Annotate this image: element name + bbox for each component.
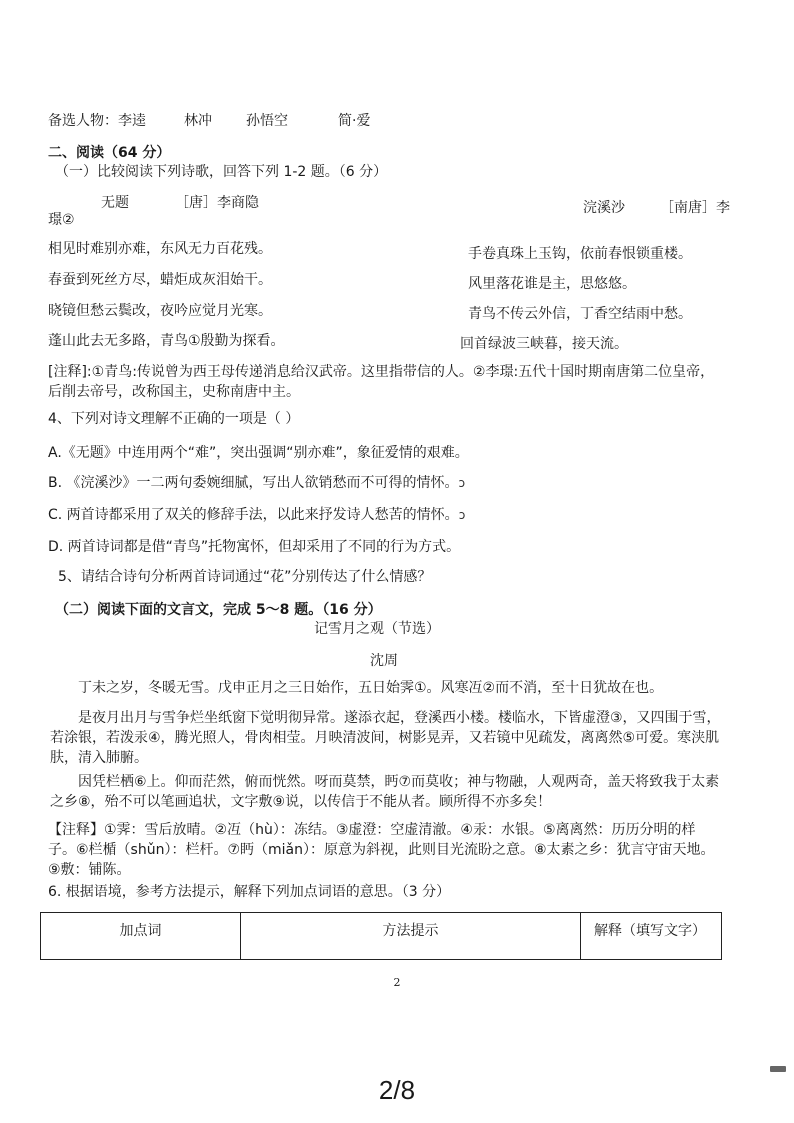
classical-text-title: 记雪月之观（节选） xyxy=(314,621,440,637)
classical-paragraph: 丁未之岁，冬暖无雪。戊申正月之三日始作，五日始霁①。风寒冱②而不消，至十日犹故在也。 xyxy=(78,680,664,696)
part2-instruction: （二）阅读下面的文言文，完成 5～8 题。（16 分） xyxy=(55,602,382,618)
poem2-title: 浣溪沙 xyxy=(583,200,625,216)
candidate-name: 孙悟空 xyxy=(246,113,288,129)
question-4-option-a: A.《无题》中连用两个“难”，突出强调“别亦难”，象征爱情的艰难。 xyxy=(48,445,469,461)
poem1-line: 春蚕到死丝方尽，蜡炬成灰泪始干。 xyxy=(48,272,272,288)
poem2-line: 回首绿波三峡暮，接天流。 xyxy=(460,336,628,352)
candidate-name: 林冲 xyxy=(184,113,212,129)
question-4-option-b: B. 《浣溪沙》一二两句委婉细腻，写出人欲销愁而不可得的情怀。ↄ xyxy=(48,475,466,491)
question-5: 5、请结合诗句分析两首诗词通过“花”分别传达了什么情感？ xyxy=(58,569,432,585)
candidate-name: 李逵 xyxy=(118,113,146,129)
poem1-title: 无题 xyxy=(101,195,129,211)
page-indicator: 2/8 xyxy=(378,1075,416,1105)
candidates-line xyxy=(48,112,146,130)
poem2-line: 青鸟不传云外信，丁香空结雨中愁。 xyxy=(468,306,692,322)
table-header-method: 方法提示 xyxy=(241,913,581,959)
classical-paragraph: 是夜月出月与雪争烂坐纸窗下觉明彻异常。遂添衣起，登溪西小楼。楼临水，下皆虚澄③，又四围于雪，若涂银，若泼汞④，腾光照人，骨肉相莹。月映清波间，树影晃弄，又若镜中见疏发，离离然⑤可爱。寒浃肌肤，清入肺腑。 xyxy=(50,710,721,766)
poem2-line: 手卷真珠上玉钩，依前春恨锁重楼。 xyxy=(468,246,692,262)
question-4-stem: 4、下列对诗文理解不正确的一项是（ ） xyxy=(48,411,300,427)
classical-paragraph: 因凭栏栖⑥上。仰而茫然，俯而恍然。呀而莫禁，眄⑦而莫收；神与物融，人观两奇，盖天将致我于太素之乡⑧，殆不可以笔画追状，文字敷⑨说，以传信于不能从者。顾所得不亦多矣！ xyxy=(50,774,720,810)
question-4-option-c: C. 两首诗都采用了双关的修辞手法，以此来抒发诗人愁苦的情怀。ↄ xyxy=(48,507,466,523)
page-number-small: 2 xyxy=(393,976,401,989)
answer-table xyxy=(40,912,722,960)
poem2-author: ［南唐］李 xyxy=(660,200,730,216)
poem1-line: 相见时难别亦难，东风无力百花残。 xyxy=(48,241,272,257)
candidate-name: 简·爱 xyxy=(338,113,371,129)
poem1-line: 晓镜但愁云鬓改，夜吟应觉月光寒。 xyxy=(48,303,272,319)
question-6-stem: 6. 根据语境，参考方法提示，解释下列加点词语的意思。（3 分） xyxy=(48,884,451,900)
classical-notes: 【注释】①霁：雪后放晴。②冱（hù）：冻结。③虚澄：空虚清澈。④汞：水银。⑤离离然：历历分明的样子。⑥栏楯（shǔn）：栏杆。⑦眄（miǎn）：原意为斜视，此则目光流盼之意。⑧太素之乡：犹言守宙天地。⑨敷：铺陈。 xyxy=(48,822,715,878)
classical-text-author: 沈周 xyxy=(370,653,398,669)
question-4-option-d: D. 两首诗词都是借“青鸟”托物寓怀，但却采用了不同的行为方式。 xyxy=(48,539,461,555)
poem2-author-cont: 璟② xyxy=(48,212,75,228)
candidates-label: 备选人物： xyxy=(48,113,118,129)
section-title: 二、阅读（64 分） xyxy=(48,145,171,161)
table-header-answer: 解释（填写文字） xyxy=(594,923,706,939)
part1-instruction: （一）比较阅读下列诗歌，回答下列 1-2 题。（6 分） xyxy=(55,164,388,180)
poem1-line: 蓬山此去无多路，青鸟①殷勤为探看。 xyxy=(48,333,285,349)
table-header-word: 加点词 xyxy=(41,913,241,959)
poem2-line: 风里落花谁是主，思悠悠。 xyxy=(468,276,636,292)
poem1-author: ［唐］李商隐 xyxy=(175,195,259,211)
scroll-marker xyxy=(770,1066,786,1072)
poem-notes: [注释]:①青鸟:传说曾为西王母传递消息给汉武帝。这里指带信的人。②李璟:五代十国时期南唐第二位皇帝，后削去帝号，改称国主，史称南唐中主。 xyxy=(48,364,715,400)
